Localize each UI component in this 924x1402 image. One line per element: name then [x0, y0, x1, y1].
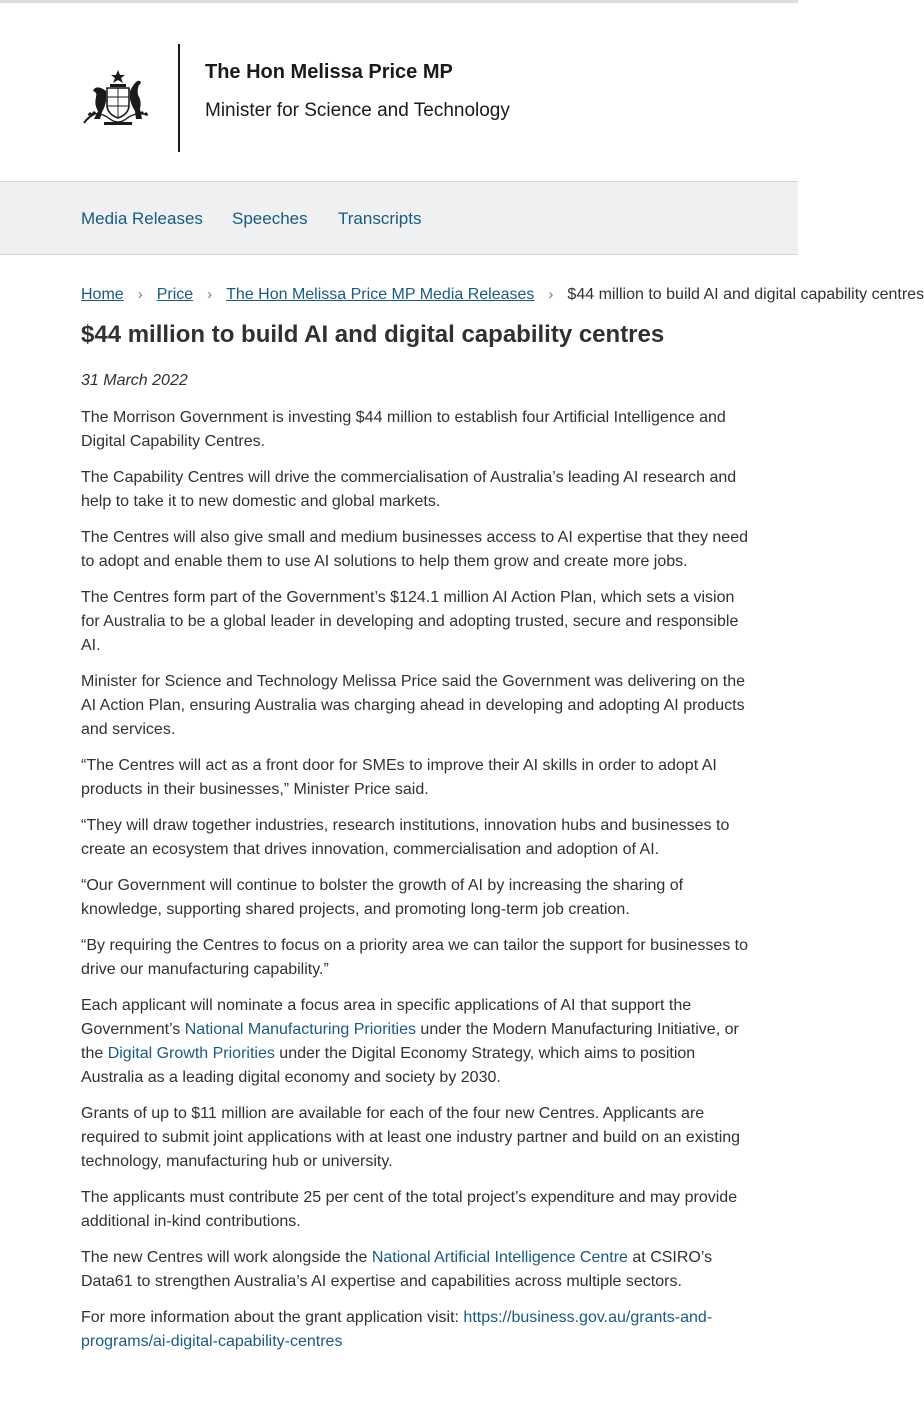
coat-of-arms-icon[interactable]: [80, 67, 156, 127]
link-national-ai-centre[interactable]: National Artificial Intelligence Centre: [371, 1249, 628, 1266]
paragraph: Grants of up to $11 million are available for each of the four new Centres. Applicants are required to submit joint applications with at least one industry partner and build on an existing technology, manufacturing hub or university.: [81, 1105, 741, 1170]
paragraph: “They will draw together industries, research institutions, innovation hubs and businesses to create an ecosystem that drives innovation, commercialisation and adoption of AI.: [81, 817, 730, 858]
paragraph: The Centres form part of the Government’s $124.1 million AI Action Plan, which sets a vision for Australia to be a global leader in developing and adopting trusted, secure and responsible AI.: [81, 589, 739, 654]
paragraph: Minister for Science and Technology Melissa Price said the Government was delivering on the AI Action Plan, ensuring Australia was charging ahead in developing and adopting AI products and services.: [81, 673, 746, 738]
paragraph-text: Each applicant will nominate a focus area in specific applications of AI that support the Government’s: [81, 997, 692, 1038]
header-divider: [178, 44, 180, 152]
paragraph: The Centres will also give small and medium businesses access to AI expertise that they need to adopt and enable them to use AI solutions to help them grow and create more jobs.: [81, 529, 748, 570]
minister-name[interactable]: The Hon Melissa Price MP: [205, 61, 453, 83]
paragraph: [81, 1246, 753, 1294]
paragraph: “By requiring the Centres to focus on a priority area we can tailor the support for businesses to drive our manufacturing capability.”: [81, 937, 749, 978]
paragraph-text: under the Modern Manufacturing Initiative, or the: [81, 1021, 739, 1062]
article-body: [81, 406, 753, 1366]
paragraph: [81, 994, 753, 1090]
chevron-right-icon: ›: [207, 286, 213, 303]
nav-speeches[interactable]: Speeches: [232, 209, 308, 228]
page-title: $44 million to build AI and digital capability centres: [81, 321, 665, 348]
paragraph: [81, 1306, 753, 1354]
paragraph-text: at CSIRO’s Data61 to strengthen Australia’s AI expertise and capabilities across multiple sectors.: [81, 1249, 713, 1290]
paragraph-text: The new Centres will work alongside the: [81, 1249, 372, 1266]
breadcrumb-price[interactable]: Price: [156, 286, 194, 303]
breadcrumb-media-releases[interactable]: The Hon Melissa Price MP Media Releases: [226, 286, 535, 303]
paragraph: “The Centres will act as a front door for SMEs to improve their AI skills in order to adopt AI products in their businesses,” Minister Price said.: [81, 757, 717, 798]
breadcrumb-home[interactable]: Home: [81, 286, 124, 303]
link-grant-application[interactable]: https://business.gov.au/grants-and-programs/ai-digital-capability-centres: [81, 1309, 713, 1350]
site-header: [0, 3, 798, 181]
main-nav: [0, 181, 798, 255]
paragraph-text: For more information about the grant application visit:: [81, 1309, 464, 1326]
paragraph: The Capability Centres will drive the commercialisation of Australia’s leading AI research and help to take it to new domestic and global markets.: [81, 469, 737, 510]
publish-date: 31 March 2022: [81, 372, 188, 389]
nav-transcripts[interactable]: Transcripts: [338, 209, 422, 228]
link-digital-growth-priorities[interactable]: Digital Growth Priorities: [107, 1045, 275, 1062]
breadcrumb-current: $44 million to build AI and digital capability centres: [567, 286, 924, 303]
paragraph-text: under the Digital Economy Strategy, which aims to position Australia as a leading digital economy and society by 2030.: [81, 1045, 696, 1086]
chevron-right-icon: ›: [137, 286, 143, 303]
paragraph: “Our Government will continue to bolster the growth of AI by increasing the sharing of knowledge, supporting shared projects, and promoting long-term job creation.: [81, 877, 684, 918]
paragraph: The applicants must contribute 25 per cent of the total project’s expenditure and may provide additional in-kind contributions.: [81, 1189, 738, 1230]
minister-role: Minister for Science and Technology: [205, 100, 510, 121]
chevron-right-icon: ›: [548, 286, 554, 303]
breadcrumb: [81, 286, 924, 308]
paragraph: The Morrison Government is investing $44 million to establish four Artificial Intelligence and Digital Capability Centres.: [81, 409, 726, 450]
nav-media-releases[interactable]: Media Releases: [81, 209, 203, 228]
link-national-manufacturing-priorities[interactable]: National Manufacturing Priorities: [184, 1021, 416, 1038]
